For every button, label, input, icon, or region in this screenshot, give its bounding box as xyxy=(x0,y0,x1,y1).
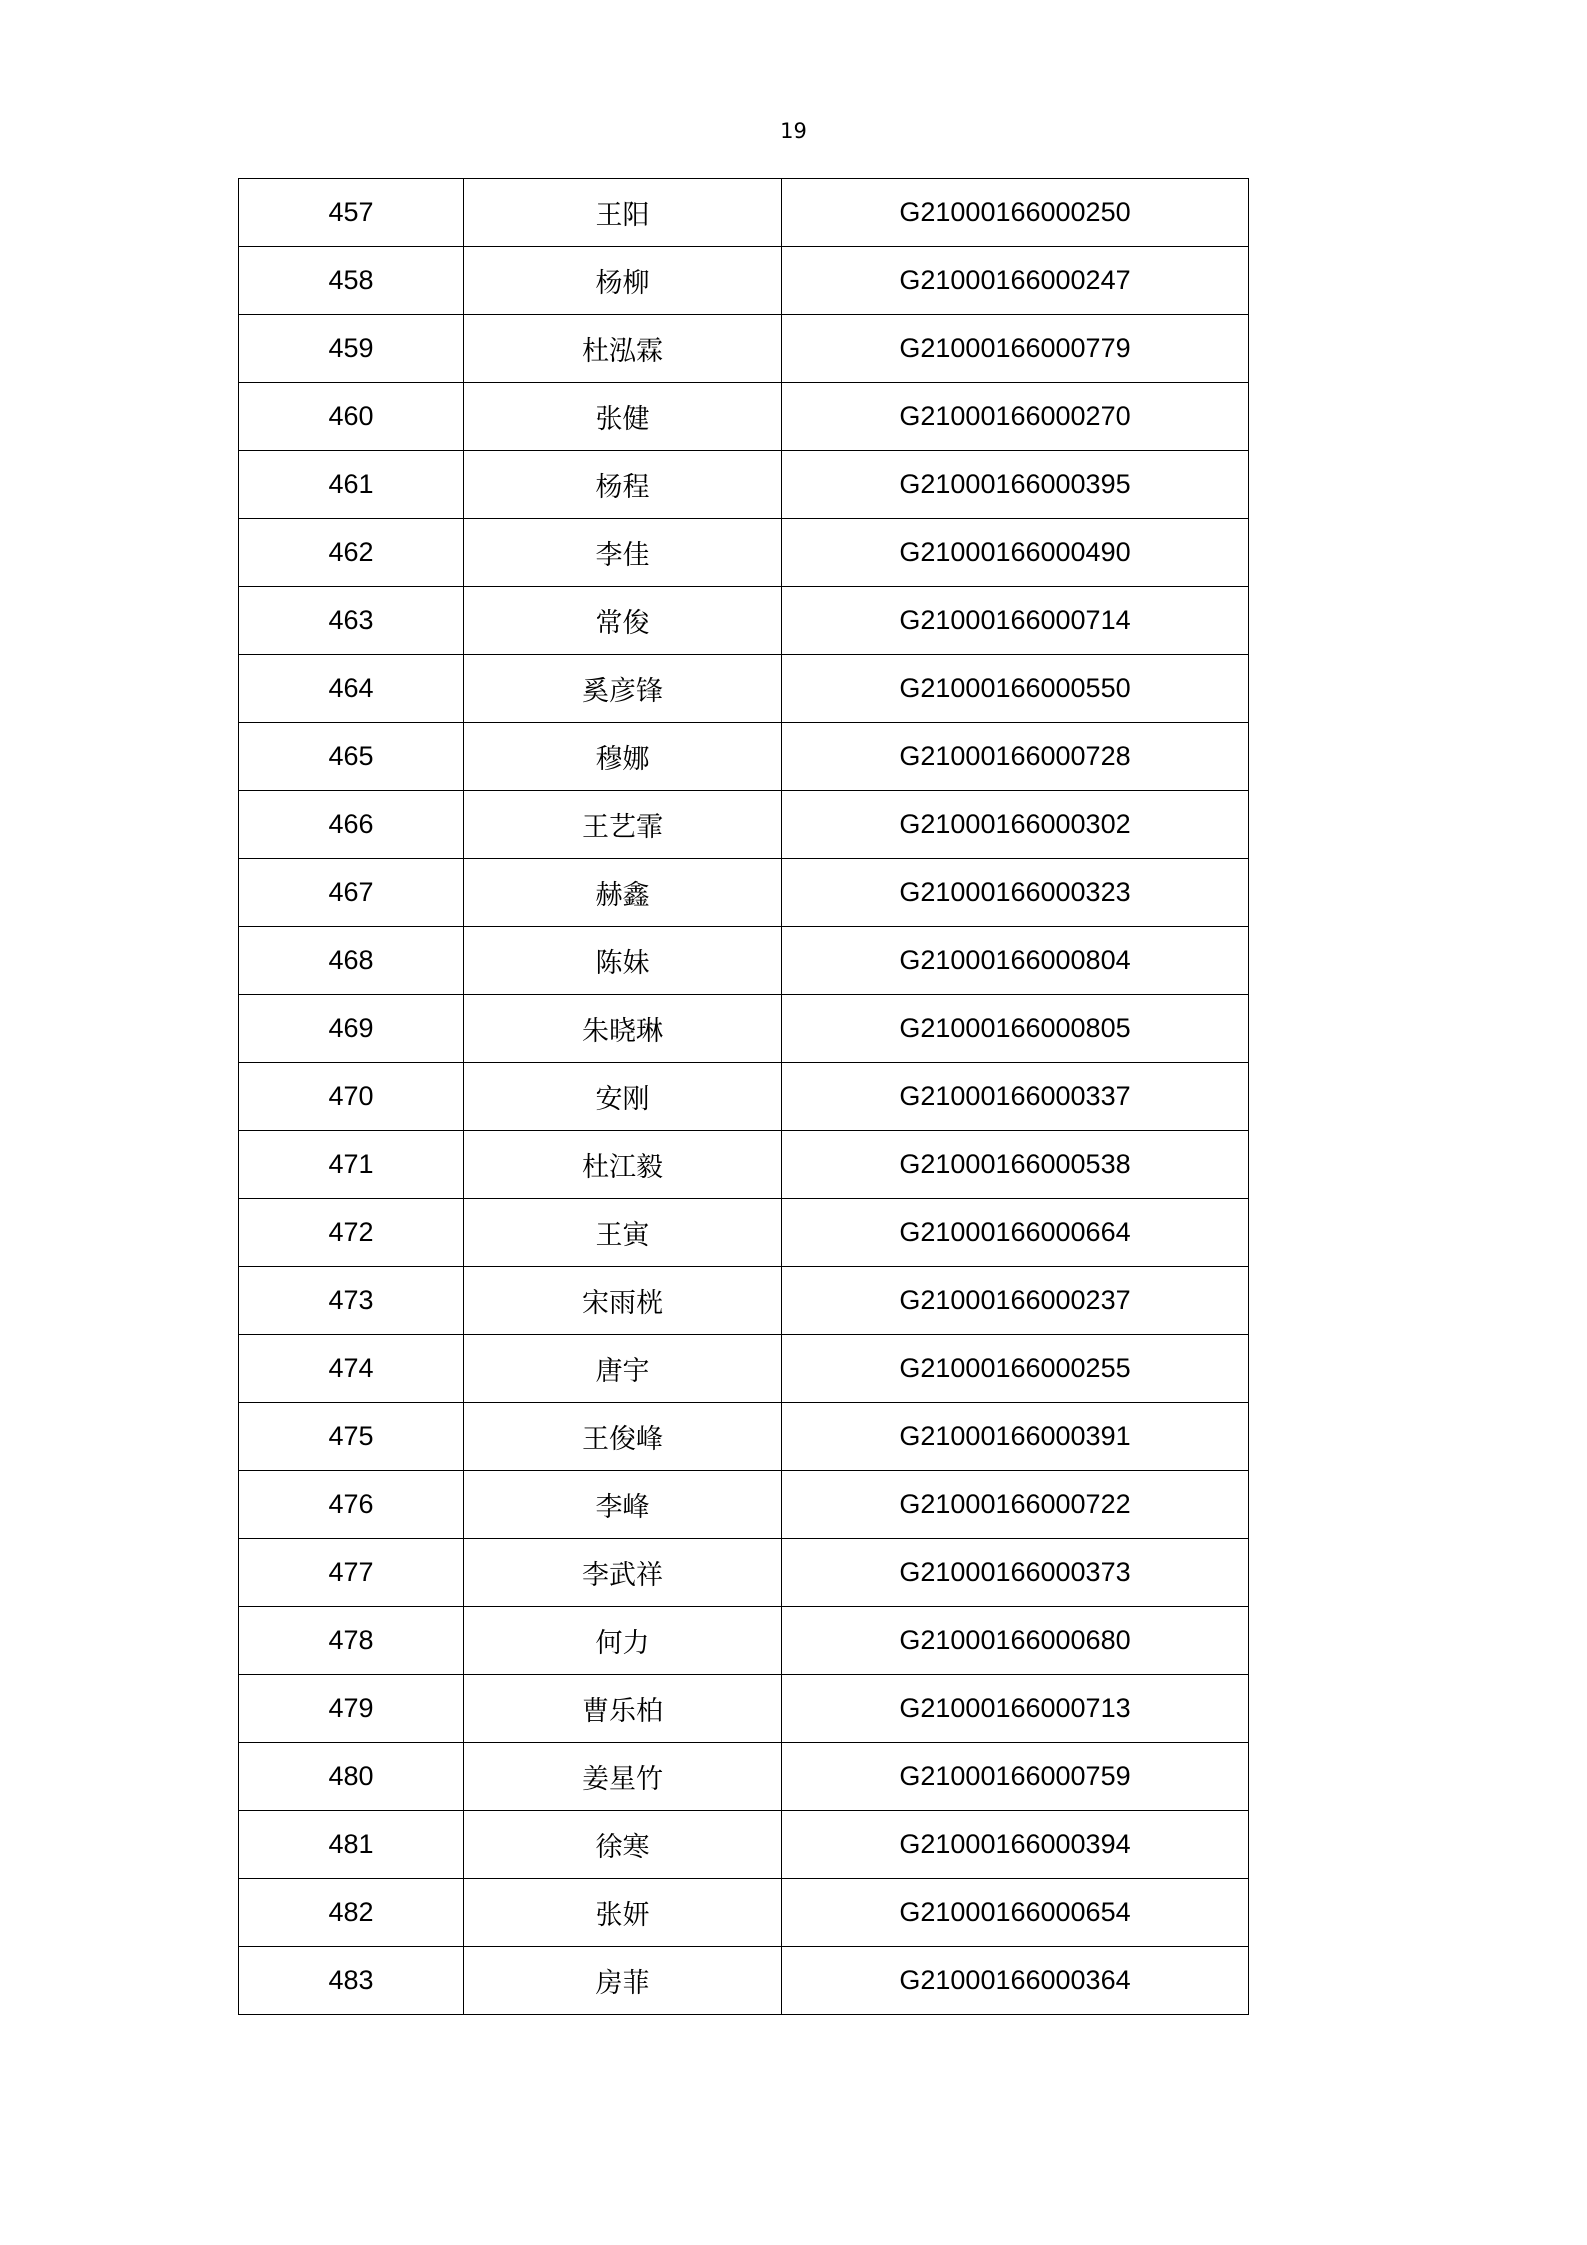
row-id-cell: G21000166000779 xyxy=(782,315,1249,383)
row-id-cell: G21000166000804 xyxy=(782,927,1249,995)
row-id-cell: G21000166000302 xyxy=(782,791,1249,859)
row-index-cell: 462 xyxy=(239,519,464,587)
row-index-cell: 458 xyxy=(239,247,464,315)
row-id-cell: G21000166000395 xyxy=(782,451,1249,519)
row-id-cell: G21000166000759 xyxy=(782,1743,1249,1811)
table-row xyxy=(239,1879,1249,1947)
table-row xyxy=(239,1675,1249,1743)
row-id-cell: G21000166000394 xyxy=(782,1811,1249,1879)
table-row xyxy=(239,1335,1249,1403)
row-name-cell: 宋雨桄 xyxy=(464,1267,782,1335)
row-index-cell: 482 xyxy=(239,1879,464,1947)
row-index-cell: 477 xyxy=(239,1539,464,1607)
row-name-cell: 张健 xyxy=(464,383,782,451)
row-name-cell: 张妍 xyxy=(464,1879,782,1947)
row-index-cell: 474 xyxy=(239,1335,464,1403)
row-index-cell: 467 xyxy=(239,859,464,927)
row-name-cell: 李佳 xyxy=(464,519,782,587)
row-name-cell: 杨柳 xyxy=(464,247,782,315)
row-index-cell: 478 xyxy=(239,1607,464,1675)
page-number: 19 xyxy=(780,119,807,143)
row-index-cell: 459 xyxy=(239,315,464,383)
row-name-cell: 陈妹 xyxy=(464,927,782,995)
row-index-cell: 483 xyxy=(239,1947,464,2015)
row-index-cell: 464 xyxy=(239,655,464,723)
table-row xyxy=(239,315,1249,383)
row-id-cell: G21000166000247 xyxy=(782,247,1249,315)
table-row xyxy=(239,1743,1249,1811)
roster-table xyxy=(238,178,1249,2015)
row-id-cell: G21000166000728 xyxy=(782,723,1249,791)
row-id-cell: G21000166000805 xyxy=(782,995,1249,1063)
row-id-cell: G21000166000323 xyxy=(782,859,1249,927)
row-id-cell: G21000166000490 xyxy=(782,519,1249,587)
row-index-cell: 466 xyxy=(239,791,464,859)
row-id-cell: G21000166000680 xyxy=(782,1607,1249,1675)
row-name-cell: 何力 xyxy=(464,1607,782,1675)
table-row xyxy=(239,1267,1249,1335)
row-id-cell: G21000166000550 xyxy=(782,655,1249,723)
table-row xyxy=(239,383,1249,451)
row-index-cell: 470 xyxy=(239,1063,464,1131)
row-name-cell: 赫鑫 xyxy=(464,859,782,927)
table-row xyxy=(239,927,1249,995)
row-id-cell: G21000166000373 xyxy=(782,1539,1249,1607)
row-name-cell: 穆娜 xyxy=(464,723,782,791)
row-name-cell: 常俊 xyxy=(464,587,782,655)
row-id-cell: G21000166000538 xyxy=(782,1131,1249,1199)
row-index-cell: 461 xyxy=(239,451,464,519)
row-name-cell: 奚彦锋 xyxy=(464,655,782,723)
row-name-cell: 王寅 xyxy=(464,1199,782,1267)
row-index-cell: 465 xyxy=(239,723,464,791)
row-name-cell: 李峰 xyxy=(464,1471,782,1539)
table-row xyxy=(239,519,1249,587)
row-name-cell: 朱晓琳 xyxy=(464,995,782,1063)
row-id-cell: G21000166000337 xyxy=(782,1063,1249,1131)
row-name-cell: 曹乐柏 xyxy=(464,1675,782,1743)
row-name-cell: 王俊峰 xyxy=(464,1403,782,1471)
row-id-cell: G21000166000270 xyxy=(782,383,1249,451)
row-name-cell: 徐寒 xyxy=(464,1811,782,1879)
row-id-cell: G21000166000237 xyxy=(782,1267,1249,1335)
row-index-cell: 481 xyxy=(239,1811,464,1879)
row-index-cell: 475 xyxy=(239,1403,464,1471)
row-index-cell: 480 xyxy=(239,1743,464,1811)
row-name-cell: 王阳 xyxy=(464,179,782,247)
row-name-cell: 李武祥 xyxy=(464,1539,782,1607)
row-name-cell: 杜江毅 xyxy=(464,1131,782,1199)
table-row xyxy=(239,587,1249,655)
table-row xyxy=(239,995,1249,1063)
table-row xyxy=(239,1947,1249,2015)
row-index-cell: 476 xyxy=(239,1471,464,1539)
table-row xyxy=(239,451,1249,519)
row-id-cell: G21000166000722 xyxy=(782,1471,1249,1539)
row-name-cell: 杨程 xyxy=(464,451,782,519)
row-name-cell: 杜泓霖 xyxy=(464,315,782,383)
row-id-cell: G21000166000654 xyxy=(782,1879,1249,1947)
row-index-cell: 460 xyxy=(239,383,464,451)
row-name-cell: 房菲 xyxy=(464,1947,782,2015)
row-index-cell: 457 xyxy=(239,179,464,247)
table-row xyxy=(239,859,1249,927)
table-row xyxy=(239,1471,1249,1539)
table-row xyxy=(239,1539,1249,1607)
row-index-cell: 472 xyxy=(239,1199,464,1267)
row-index-cell: 469 xyxy=(239,995,464,1063)
table-row xyxy=(239,723,1249,791)
table-row xyxy=(239,1403,1249,1471)
row-index-cell: 468 xyxy=(239,927,464,995)
table-row xyxy=(239,1131,1249,1199)
roster-table-body xyxy=(239,179,1249,2015)
row-id-cell: G21000166000255 xyxy=(782,1335,1249,1403)
row-index-cell: 471 xyxy=(239,1131,464,1199)
row-name-cell: 王艺霏 xyxy=(464,791,782,859)
row-id-cell: G21000166000664 xyxy=(782,1199,1249,1267)
row-index-cell: 463 xyxy=(239,587,464,655)
table-row xyxy=(239,1607,1249,1675)
row-index-cell: 479 xyxy=(239,1675,464,1743)
table-row xyxy=(239,1063,1249,1131)
row-id-cell: G21000166000713 xyxy=(782,1675,1249,1743)
row-index-cell: 473 xyxy=(239,1267,464,1335)
row-name-cell: 安刚 xyxy=(464,1063,782,1131)
table-row xyxy=(239,179,1249,247)
row-id-cell: G21000166000391 xyxy=(782,1403,1249,1471)
table-row xyxy=(239,1199,1249,1267)
row-id-cell: G21000166000250 xyxy=(782,179,1249,247)
row-name-cell: 唐宇 xyxy=(464,1335,782,1403)
table-row xyxy=(239,655,1249,723)
row-id-cell: G21000166000364 xyxy=(782,1947,1249,2015)
table-row xyxy=(239,791,1249,859)
table-row xyxy=(239,1811,1249,1879)
row-name-cell: 姜星竹 xyxy=(464,1743,782,1811)
table-row xyxy=(239,247,1249,315)
row-id-cell: G21000166000714 xyxy=(782,587,1249,655)
